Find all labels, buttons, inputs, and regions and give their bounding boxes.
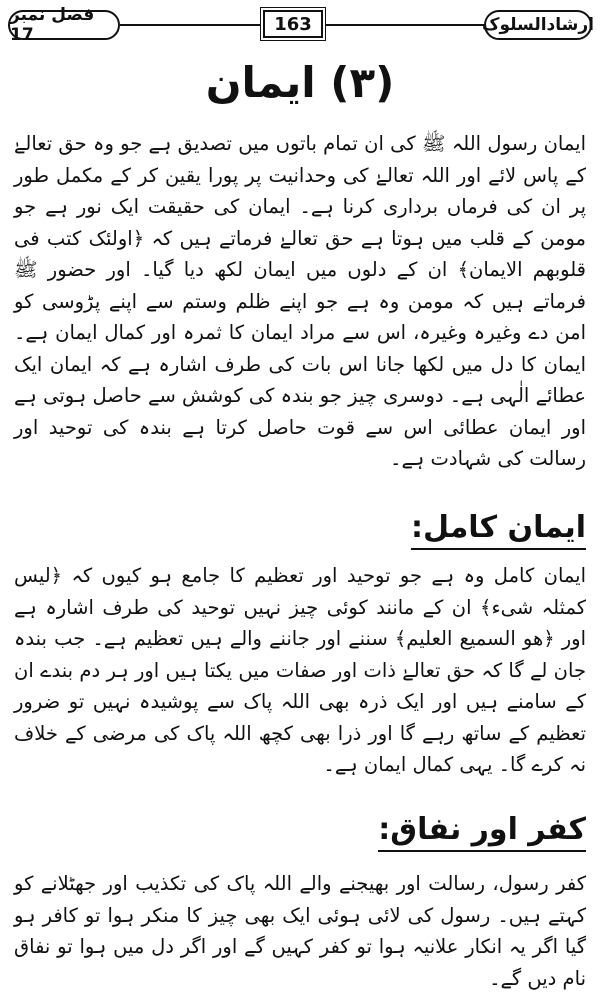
- chapter-label: فصل نمبر 17: [8, 10, 120, 40]
- page-number: 163: [263, 10, 323, 38]
- section-title: (۳) ایمان: [205, 58, 395, 107]
- iman-kamil-paragraph: ایمان کامل وہ ہے جو توحید اور تعظیم کا جامع ہو کیوں کہ ﴿لیس کمثلہ شیء﴾ ان کے مانند کوئی چیز نہیں توحید کی طرف اشارہ ہے اور ﴿ھو السمیع العلیم﴾ سننے اور جاننے والے ہیں تعظیم ہے۔ جب بندہ جان لے گا کہ حق تعالےٰ ذات اور صفات میں یکتا ہیں اور ہر دم بندے ان کے سامنے ہیں اور ایک ذرہ بھی اللہ پاک سے پوشیدہ نہیں تو ضرور تعظیم کے ساتھ رہے گا اور ذرا بھی کچھ اللہ پاک کی مرضی کے خلاف نہ کرے گا۔ یہی کمال ایمان ہے۔: [14, 564, 586, 776]
- header-rule-right: [326, 24, 484, 26]
- header-rule-left: [120, 24, 260, 26]
- page-header: [8, 4, 592, 48]
- iman-paragraph: ایمان رسول اللہ ﷺ کی ان تمام باتوں میں تصدیق ہے جو وہ حق تعالےٰ کے پاس لائے اور اللہ تعالےٰ کی وحدانیت پر پورا یقین کر کے مکمل طور پر ان کی فرماں برداری کرنا ہے۔ ایمان کی حقیقت ایک نور ہے جو مومن کے قلب میں ہوتا ہے حق تعالےٰ فرماتے ہیں کہ ﴿اولئک کتب فی قلوبھم الایمان﴾ ان کے دلوں میں ایمان لکھ دیا گیا۔ اور حضور ﷺ فرماتے ہیں کہ مومن وہ ہے جو اپنے ظلم وستم سے اپنے پڑوسی کو امن دے وغیرہ وغیرہ، اس سے مراد ایمان کا ثمرہ اور کمال ایمان ہے۔ ایمان کا دل میں لکھا جانا اس بات کی طرف اشارہ ہے کہ ایمان ایک عطائے الٰہی ہے۔ دوسری چیز جو بندہ کی کوشش سے حاصل ہوتی ہے اور ایمان عطائی اس سے قوت حاصل کرتا ہے بندہ کی توحید اور رسالت کی شہادت ہے۔: [14, 132, 586, 470]
- kufr-nifaq-heading: کفر اور نفاق:: [378, 810, 586, 850]
- book-title: ارشادالسلوک: [484, 10, 592, 40]
- kufr-paragraph: کفر رسول، رسالت اور بھیجنے والے اللہ پاک کی تکذیب اور جھٹلانے کو کہتے ہیں۔ رسول کی لائی ہوئی ایک بھی چیز کا منکر ہوا تو کافر ہو گیا اگر یہ انکار علانیہ ہوا تو کفر کہیں گے اور اگر دل میں ہوا تو نفاق نام دیں گے۔: [14, 872, 586, 990]
- iman-kamil-heading: ایمان کامل:: [411, 508, 586, 548]
